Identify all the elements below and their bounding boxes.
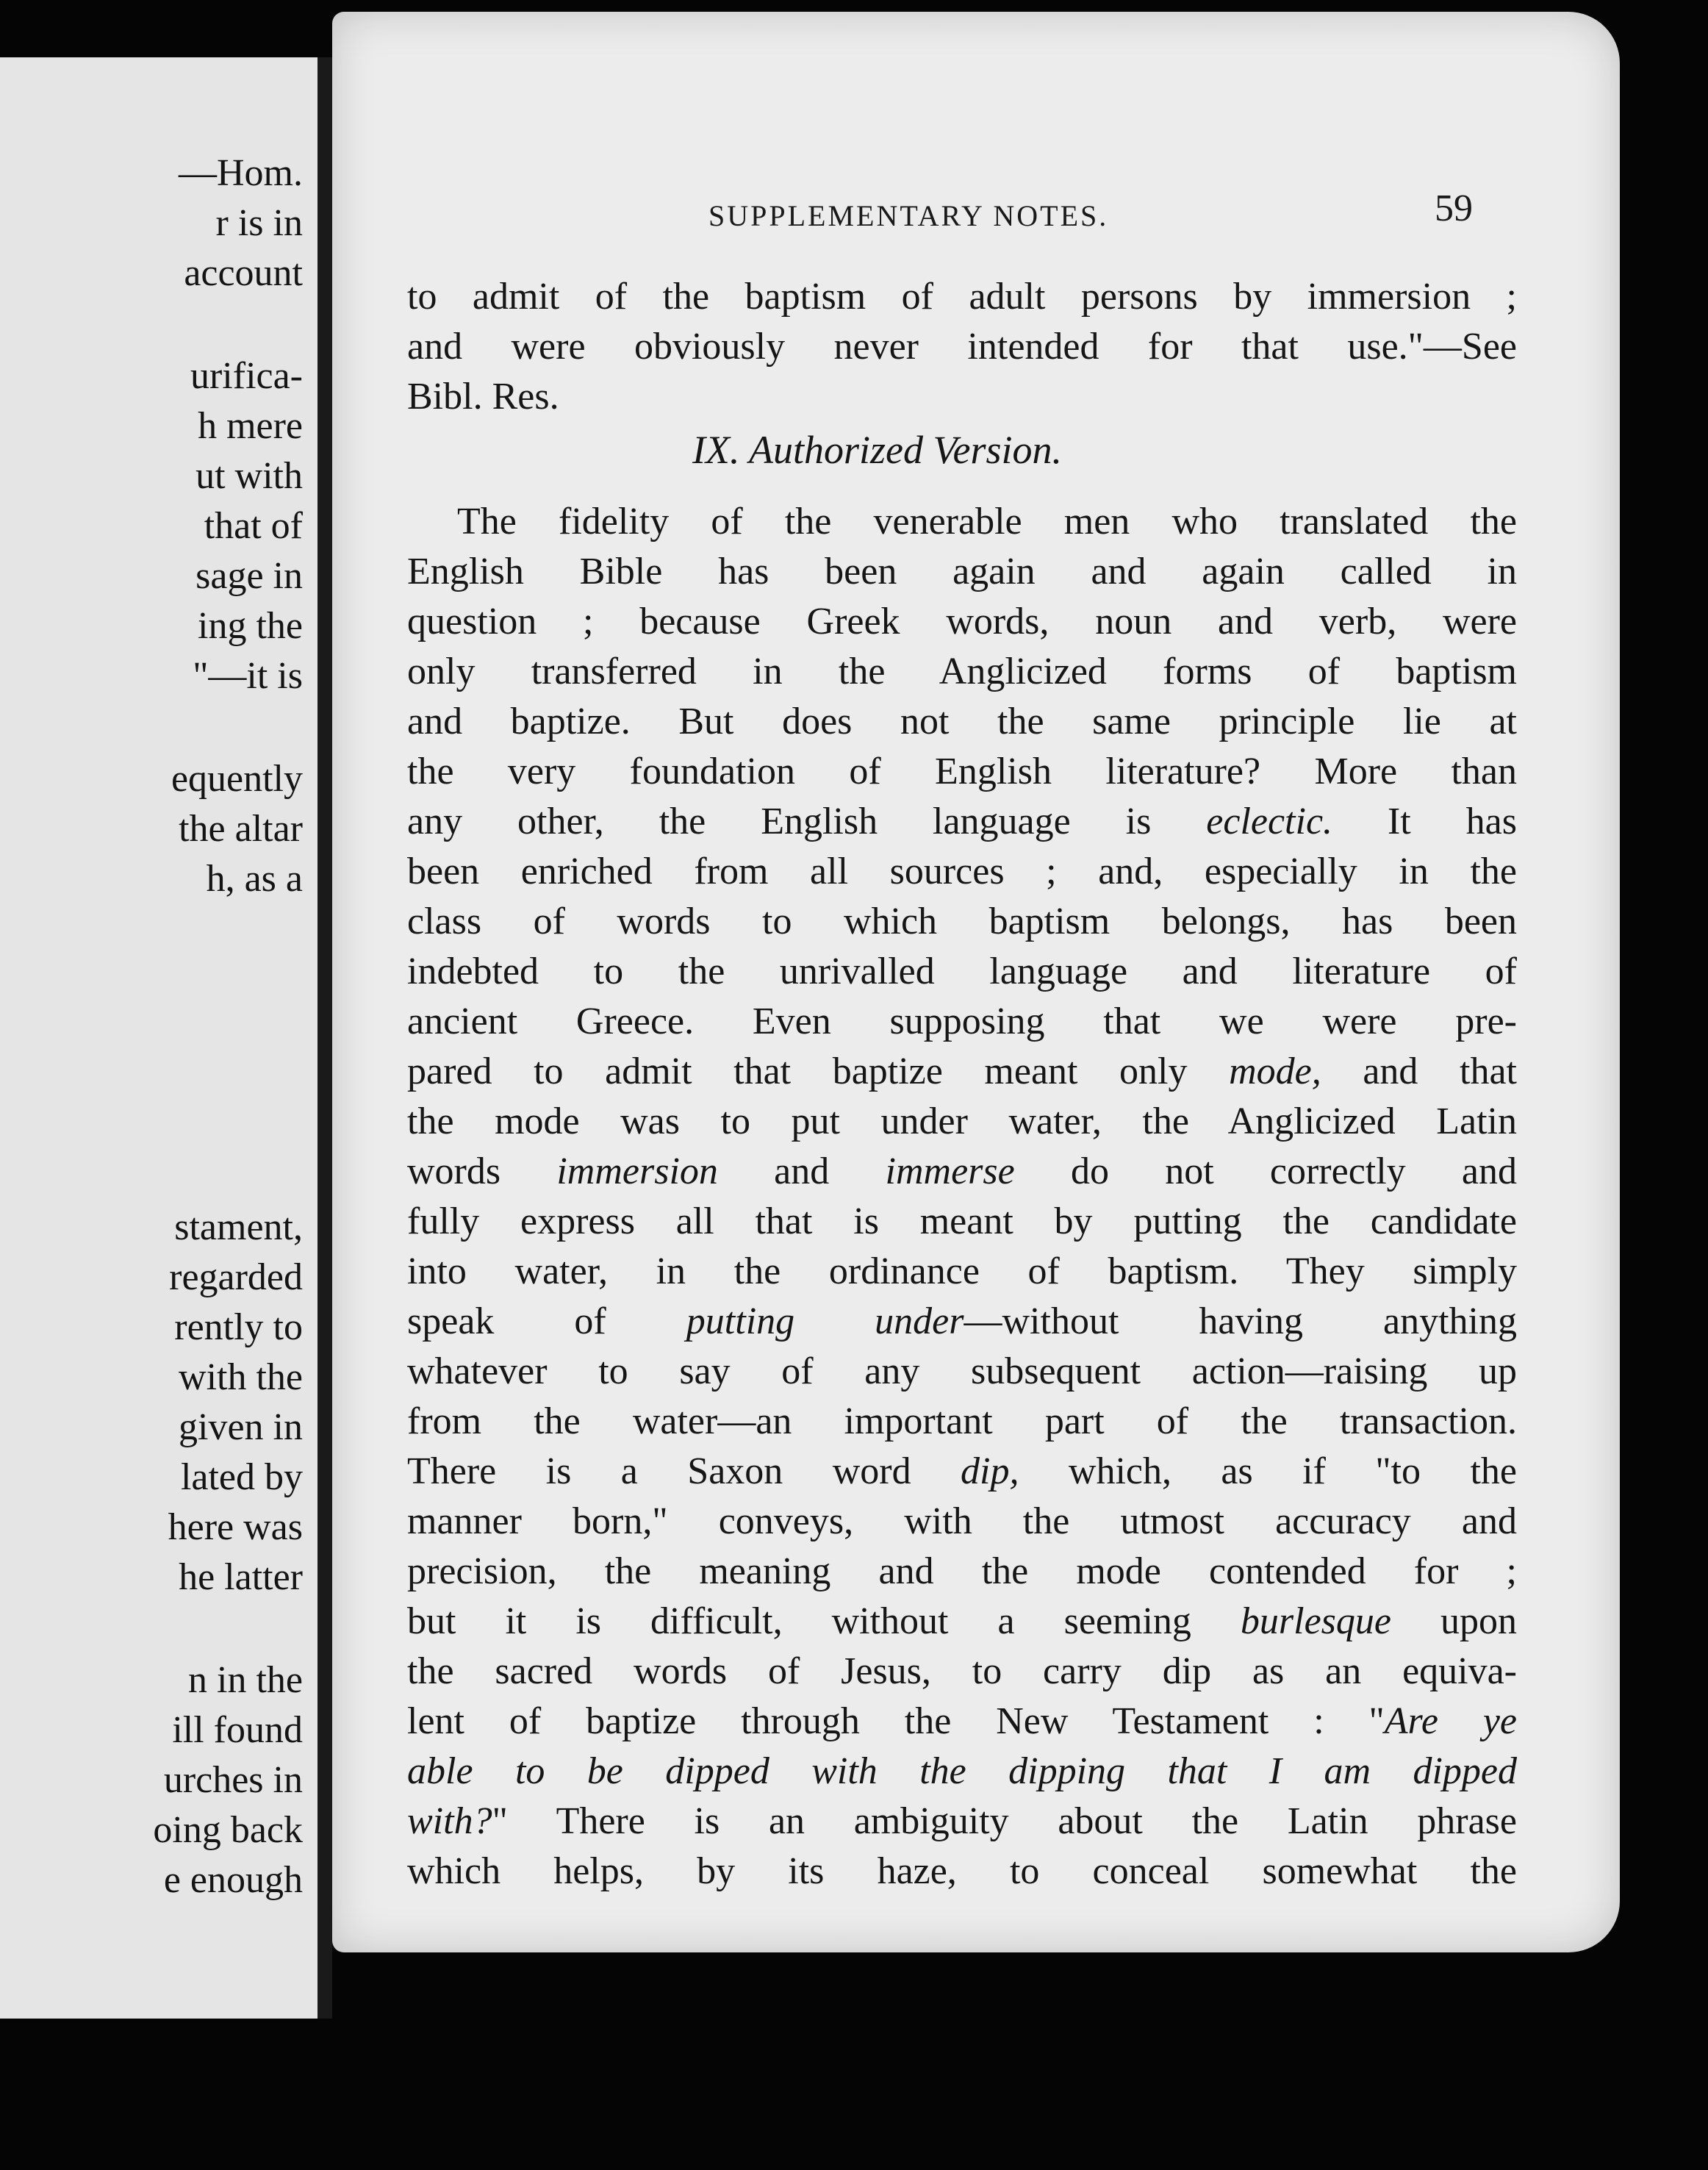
- left-line: n in the: [188, 1659, 303, 1701]
- text-segment: do not correctly and: [1014, 1150, 1517, 1192]
- book-gutter: [317, 57, 332, 2019]
- text-segment: words: [407, 1150, 557, 1192]
- text-line: [407, 1702, 1517, 1741]
- left-line: h mere: [198, 405, 303, 447]
- italic-word: putting under: [686, 1300, 964, 1342]
- left-line: he latter: [179, 1556, 303, 1598]
- text-segment: pared to admit that baptize meant only: [407, 1050, 1230, 1092]
- text-line: the sacred words of Jesus, to carry dip as an equiva-: [407, 1650, 1517, 1692]
- text-line: able to be dipped with the dipping that I am dipped: [407, 1750, 1517, 1792]
- text-line: indebted to the unrivalled language and literature of: [407, 950, 1517, 992]
- left-line: the altar: [179, 808, 303, 850]
- left-line: e enough: [163, 1859, 303, 1901]
- text-segment: It has: [1332, 801, 1517, 842]
- text-line: precision, the meaning and the mode contended for ;: [407, 1550, 1517, 1592]
- italic-word: eclectic.: [1206, 801, 1333, 842]
- text-line: [407, 803, 1517, 841]
- italic-word: immersion: [556, 1150, 718, 1192]
- text-segment: but it is difficult, without a seeming: [407, 1600, 1241, 1642]
- right-page: [332, 12, 1620, 1952]
- text-line: manner born," conveys, with the utmost accuracy and: [407, 1500, 1517, 1542]
- left-line: ut with: [195, 455, 303, 497]
- text-line: and were obviously never intended for that use."—See: [407, 326, 1517, 368]
- left-line: account: [184, 252, 303, 294]
- left-line: here was: [168, 1506, 303, 1548]
- text-segment: lent of baptize through the New Testament : ": [407, 1700, 1385, 1742]
- page-number: 59: [1435, 187, 1473, 229]
- text-segment: and that: [1321, 1050, 1517, 1092]
- text-segment: which, as if "to the: [1019, 1450, 1517, 1492]
- italic-word: burlesque: [1240, 1600, 1391, 1642]
- text-segment: " There is an ambiguity about the Latin phrase: [492, 1800, 1517, 1842]
- text-line: fully express all that is meant by putting the candidate: [407, 1200, 1517, 1242]
- text-segment: and: [717, 1150, 886, 1192]
- left-line: regarded: [169, 1256, 303, 1298]
- left-line: —Hom.: [179, 152, 303, 194]
- left-line: equently: [171, 758, 303, 800]
- left-line: ill found: [172, 1709, 303, 1751]
- text-line: been enriched from all sources ; and, especially in the: [407, 851, 1517, 892]
- left-line: h, as a: [206, 858, 303, 900]
- left-line: given in: [179, 1406, 303, 1448]
- text-line: ancient Greece. Even supposing that we were pre-: [407, 1000, 1517, 1042]
- text-line: which helps, by its haze, to conceal somewhat the: [407, 1850, 1517, 1892]
- text-line: [407, 1600, 1518, 1642]
- text-segment: There is a Saxon word: [407, 1450, 961, 1492]
- text-line: from the water—an important part of the transaction.: [407, 1400, 1517, 1442]
- text-line: whatever to say of any subsequent action—raising up: [407, 1350, 1517, 1392]
- text-line: to admit of the baptism of adult persons by immersion ;: [407, 276, 1517, 318]
- left-line: that of: [204, 505, 303, 547]
- italic-word: dip,: [961, 1450, 1019, 1492]
- left-line: with the: [179, 1356, 303, 1398]
- text-line: only transferred in the Anglicized forms of baptism: [407, 651, 1517, 692]
- text-line: the mode was to put under water, the Anglicized Latin: [407, 1100, 1517, 1142]
- text-line: question ; because Greek words, noun and verb, were: [407, 601, 1517, 642]
- text-line: and baptize. But does not the same principle lie at: [407, 701, 1517, 742]
- running-head: SUPPLEMENTARY NOTES.: [708, 199, 1109, 232]
- left-line: urches in: [163, 1759, 303, 1801]
- text-line: [407, 1050, 1517, 1092]
- text-line: [407, 1802, 1517, 1841]
- text-line: The fidelity of the venerable men who translated the: [457, 501, 1517, 542]
- text-segment: upon: [1391, 1600, 1518, 1642]
- italic-word: mode,: [1229, 1050, 1321, 1092]
- left-line: oing back: [153, 1809, 303, 1851]
- text-line: [407, 1450, 1517, 1492]
- text-segment: any other, the English language is: [407, 801, 1207, 842]
- text-line: class of words to which baptism belongs, has been: [407, 900, 1517, 942]
- left-line: sage in: [195, 555, 303, 597]
- left-line: r is in: [215, 202, 303, 244]
- left-page: [0, 57, 320, 2019]
- text-line: [407, 1300, 1517, 1342]
- text-segment: speak of: [407, 1300, 686, 1342]
- italic-word: Are ye: [1384, 1700, 1518, 1742]
- text-line: into water, in the ordinance of baptism. They simply: [407, 1250, 1517, 1292]
- text-line: Bibl. Res.: [407, 376, 559, 418]
- text-line: [407, 1150, 1517, 1192]
- text-segment: —without having anything: [964, 1300, 1517, 1342]
- left-line: stament,: [174, 1206, 303, 1248]
- text-line: the very foundation of English literature? More than: [407, 751, 1517, 792]
- left-line: ing the: [198, 605, 303, 647]
- italic-word: immerse: [885, 1150, 1015, 1192]
- text-line: English Bible has been again and again called in: [407, 551, 1517, 592]
- section-heading: IX. Authorized Version.: [692, 428, 1062, 472]
- italic-word: with?: [407, 1800, 492, 1842]
- left-line: lated by: [180, 1456, 303, 1498]
- left-line: rently to: [174, 1306, 303, 1348]
- left-line: "—it is: [193, 655, 303, 697]
- left-line: urifica-: [190, 355, 303, 397]
